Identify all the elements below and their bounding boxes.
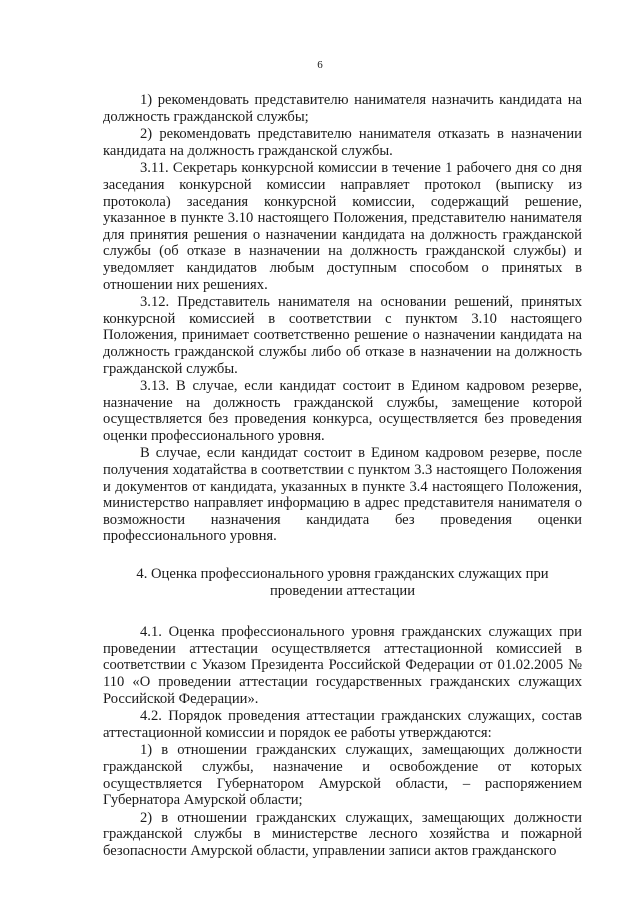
- paragraph: 2) рекомендовать представителю нанимателя отказать в назначении кандидата на должность гражданской службы.: [103, 126, 582, 159]
- paragraph: 3.13. В случае, если кандидат состоит в Едином кадровом резерве, назначение на должность гражданской службы, замещение которой осуществляется без проведения конкурса, осуществляется без проведения оценки профессионального уровня.: [103, 378, 582, 444]
- paragraph: 1) рекомендовать представителю нанимателя назначить кандидата на должность гражданской службы;: [103, 92, 582, 125]
- paragraph: 3.12. Представитель нанимателя на основании решений, принятых конкурсной комиссией в соответствии с пунктом 3.10 настоящего Положения, принимает соответственно решение о назначении кандидата на должность гражданской службы либо об отказе в назначении на должность гражданской службы.: [103, 294, 582, 377]
- paragraph: В случае, если кандидат состоит в Едином кадровом резерве, после получения ходатайства в соответствии с пунктом 3.3 настоящего Положения и документов от кандидата, указанных в пункте 3.4 настоящего Положения, министерство направляет информацию в адрес представителя нанимателя о возможности назначения кандидата без проведения оценки профессионального уровня.: [103, 445, 582, 545]
- paragraph: 2) в отношении гражданских служащих, замещающих должности гражданской службы в министерстве лесного хозяйства и пожарной безопасности Амурской области, управлении записи актов гражданского: [103, 809, 582, 859]
- paragraph: 4.1. Оценка профессионального уровня гражданских служащих при проведении аттестации осуществляется аттестационной комиссией в соответствии с Указом Президента Российской Федерации от 01.02.2005 № 110 «О проведении аттестации государственных гражданских служащих Российской Федерации».: [103, 624, 582, 707]
- section-heading: 4. Оценка профессионального уровня гражданских служащих при проведении аттестации: [136, 566, 549, 599]
- document-body: [103, 92, 582, 860]
- paragraph: 1) в отношении гражданских служащих, замещающих должности гражданской службы, назначение и освобождение от которых осуществляется Губернатором Амурской области, – распоряжением Губернатора Амурской области;: [103, 742, 582, 809]
- page-number: 6: [317, 59, 323, 71]
- paragraph: 3.11. Секретарь конкурсной комиссии в течение 1 рабочего дня со дня заседания конкурсной комиссии направляет протокол (выписку из протокола) заседания конкурсной комиссии, содержащий решение, указанное в пункте 3.10 настоящего Положения, представителю нанимателя для принятия решения о назначении кандидата на должность гражданской службы (об отказе в назначении на должность гражданской службы) и уведомляет кандидатов любым доступным способом о принятых в отношении них решениях.: [103, 160, 582, 293]
- paragraph: 4.2. Порядок проведения аттестации гражданских служащих, состав аттестационной комиссии и порядок ее работы утверждаются:: [103, 708, 582, 741]
